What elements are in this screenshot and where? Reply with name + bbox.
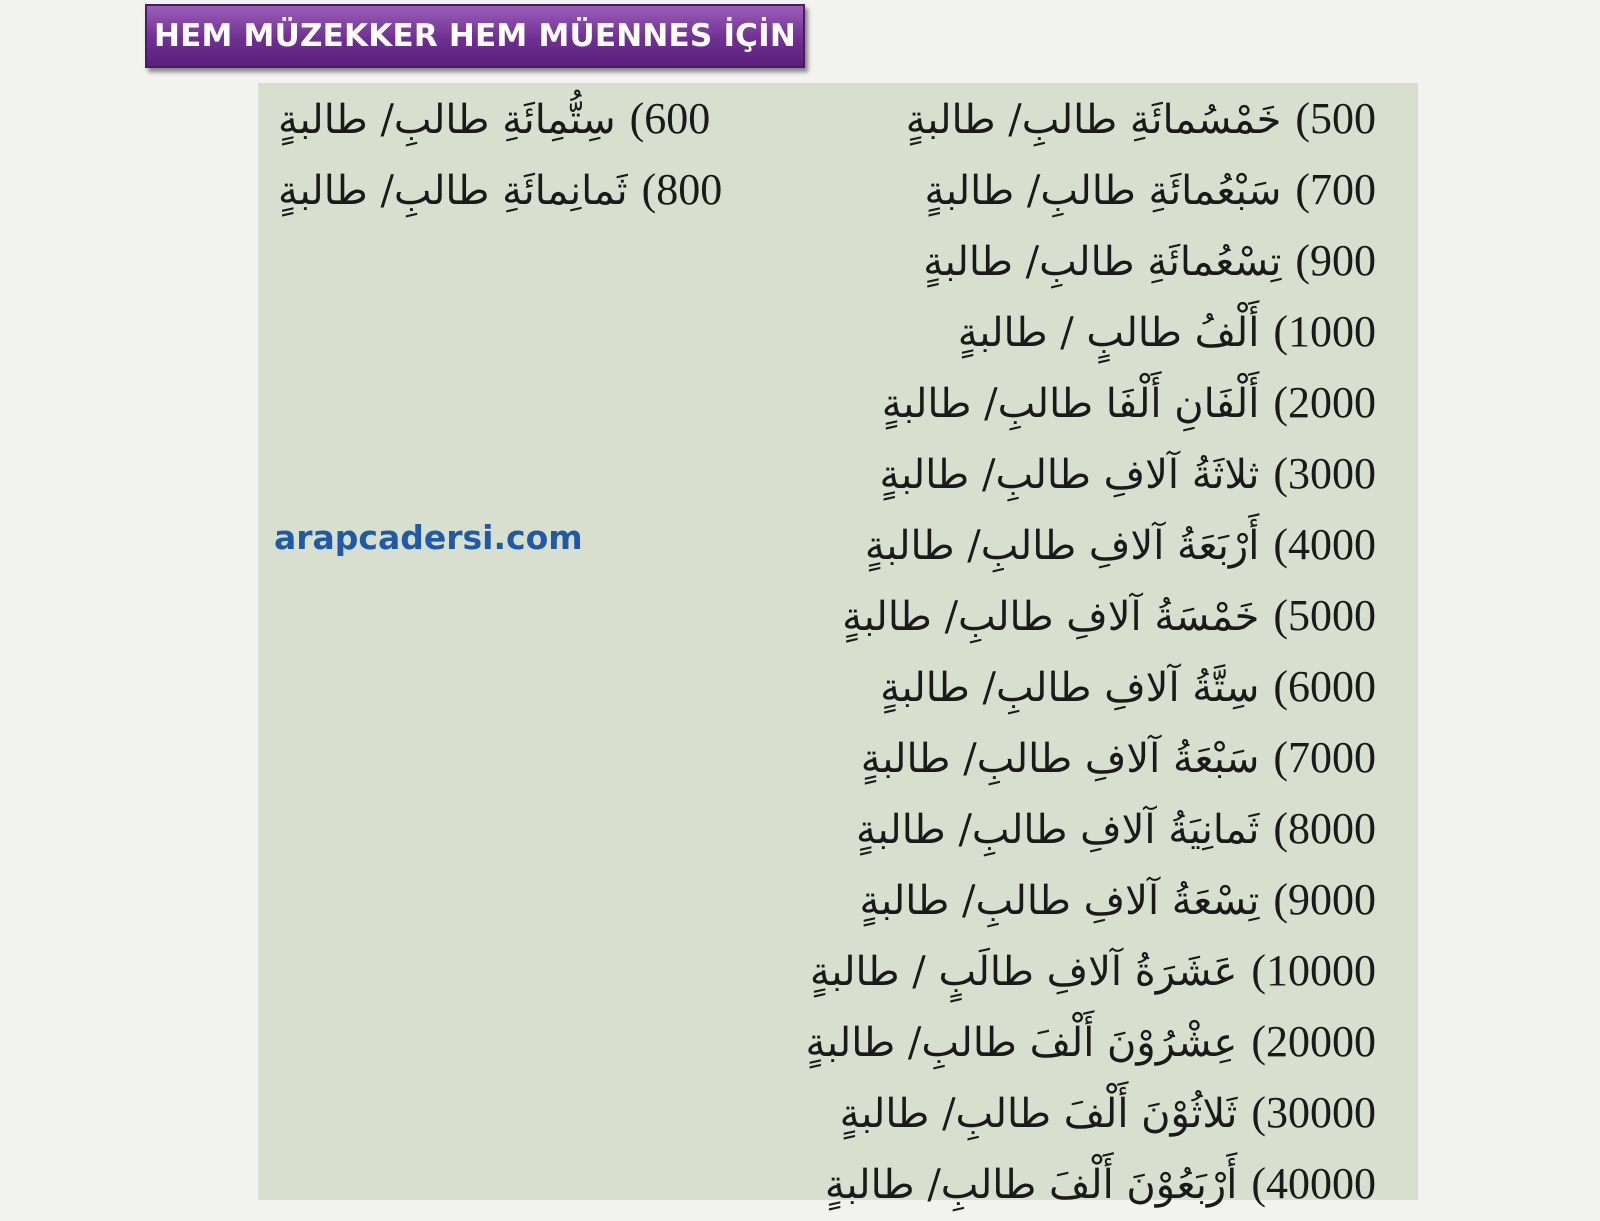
number-label: (500 <box>1295 94 1376 143</box>
list-item <box>736 83 1376 154</box>
arabic-words: سَبْعَةُ آلافِ طالبِ/ طالبةٍ <box>860 736 1260 782</box>
site-watermark: arapcadersi.com <box>274 518 583 557</box>
list-item <box>736 580 1376 651</box>
arabic-words: ثلاثَةُ آلافِ طالبِ/ طالبةٍ <box>879 452 1260 498</box>
list-item <box>736 1148 1376 1219</box>
number-label: (20000 <box>1251 1017 1376 1066</box>
arabic-words: أَرْبَعُوْنَ أَلْفَ طالبِ/ طالبةٍ <box>824 1162 1238 1208</box>
number-label: (7000 <box>1273 733 1376 782</box>
arabic-words: أَلْفُ طالبٍ / طالبةٍ <box>957 310 1260 356</box>
number-label: (30000 <box>1251 1088 1376 1137</box>
number-label: (8000 <box>1273 804 1376 853</box>
list-item <box>736 438 1376 509</box>
arabic-words: عِشْرُوْنَ أَلْفَ طالبِ/ طالبةٍ <box>805 1020 1238 1066</box>
number-label: (9000 <box>1273 875 1376 924</box>
numbers-list-left <box>278 83 748 225</box>
number-label: (10000 <box>1251 946 1376 995</box>
arabic-words: أَرْبَعَةُ آلافِ طالبِ/ طالبةٍ <box>864 523 1260 569</box>
list-item <box>736 509 1376 580</box>
number-label: (3000 <box>1273 449 1376 498</box>
list-item <box>736 154 1376 225</box>
list-item <box>736 225 1376 296</box>
arabic-words: سِتُّمِائَةِ طالبِ/ طالبةٍ <box>278 97 616 143</box>
list-item <box>736 722 1376 793</box>
arabic-words: سِتَّةُ آلافِ طالبِ/ طالبةٍ <box>880 665 1260 711</box>
number-label: (800 <box>641 165 723 214</box>
number-label: (6000 <box>1273 662 1376 711</box>
numbers-panel <box>258 83 1418 1208</box>
list-item <box>736 367 1376 438</box>
arabic-words: ثَمانِمائَةِ طالبِ/ طالبةٍ <box>278 168 628 214</box>
arabic-words: تِسْعَةُ آلافِ طالبِ/ طالبةٍ <box>859 878 1260 924</box>
number-label: (2000 <box>1273 378 1376 427</box>
list-item <box>736 793 1376 864</box>
number-label: (1000 <box>1273 307 1376 356</box>
number-label: (700 <box>1295 165 1376 214</box>
arabic-words: أَلْفَانِ أَلْفَا طالبِ/ طالبةٍ <box>881 381 1260 427</box>
arabic-words: تِسْعُمائَةِ طالبِ/ طالبةٍ <box>923 239 1282 285</box>
list-item <box>736 1077 1376 1148</box>
number-label: (5000 <box>1273 591 1376 640</box>
arabic-words: سَبْعُمائَةِ طالبِ/ طالبةٍ <box>924 168 1282 214</box>
arabic-words: ثَلاثُوْنَ أَلْفَ طالبِ/ طالبةٍ <box>839 1091 1238 1137</box>
number-label: (600 <box>629 94 711 143</box>
number-label: (900 <box>1295 236 1376 285</box>
list-item <box>736 296 1376 367</box>
numbers-list-right <box>736 83 1376 1219</box>
number-label: (40000 <box>1251 1159 1376 1208</box>
list-item <box>736 1006 1376 1077</box>
list-item <box>278 83 748 154</box>
list-item <box>278 154 748 225</box>
number-label: (4000 <box>1273 520 1376 569</box>
arabic-words: خَمْسُمائَةِ طالبِ/ طالبةٍ <box>905 97 1282 143</box>
list-item <box>736 935 1376 1006</box>
arabic-words: عَشَرَةُ آلافِ طالَبٍ / طالبةٍ <box>809 949 1238 995</box>
arabic-words: ثَمانِيَةُ آلافِ طالبِ/ طالبةٍ <box>856 807 1260 853</box>
list-item <box>736 864 1376 935</box>
page-title: HEM MÜZEKKER HEM MÜENNES İÇİN <box>145 4 805 68</box>
arabic-words: خَمْسَةُ آلافِ طالبِ/ طالبةٍ <box>842 594 1260 640</box>
list-item <box>736 651 1376 722</box>
